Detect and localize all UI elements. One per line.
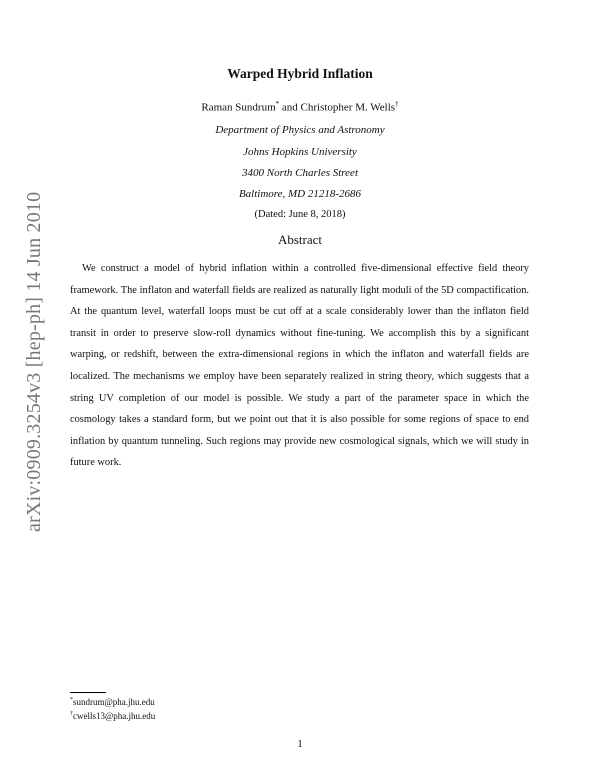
author-joiner: and [279, 101, 301, 114]
footnote-text: cwells13@pha.jhu.edu [73, 711, 156, 721]
arxiv-identifier: arXiv:0909.3254v3 [hep-ph] 14 Jun 2010 [23, 191, 45, 532]
footnote-mark: † [70, 711, 73, 717]
footnote-rule [70, 692, 106, 693]
footnote-text: sundrum@pha.jhu.edu [73, 697, 155, 707]
page-number: 1 [297, 738, 303, 750]
affiliation-university: Johns Hopkins University [243, 146, 357, 158]
author-name: Christopher M. Wells [300, 101, 396, 114]
paper-title: Warped Hybrid Inflation [227, 66, 373, 81]
affiliation-department: Department of Physics and Astronomy [215, 124, 385, 136]
dated-line: (Dated: June 8, 2018) [254, 209, 346, 220]
abstract-heading: Abstract [277, 232, 323, 247]
footnote-email-2 [70, 711, 155, 721]
affiliation-street: 3400 North Charles Street [241, 167, 358, 179]
footnote-email-1 [70, 697, 155, 707]
footnote-mark: * [70, 697, 73, 703]
affiliation-city: Baltimore, MD 21218-2686 [238, 188, 362, 200]
author-line [0, 100, 600, 114]
abstract-body: We construct a model of hybrid inflation within a controlled five-dimensional effective field theory framework. The inflaton and waterfall fields are realized as naturally light moduli of the 5D compactification. At the quantum level, waterfall loops must be cut off at a scale considerably lower than the inflaton field transit in order to preserve slow-roll dynamics without fine-tuning. We accomplish this by a significant warping, or redshift, between the extra-dimensional regions in which the inflaton and waterfall fields are localized. The mechanisms we employ have been separately realized in string theory, which suggests that a string UV completion of our model is possible. We study a part of the parameter space in which the cosmology takes a standard form, but we point out that it is also possible for some regions of space to end inflation by quantum tunneling. Such regions may provide new cosmological signals, which we will study in future work. [70, 263, 529, 469]
author-name: Raman Sundrum [201, 101, 276, 114]
author-footnote-mark: † [395, 100, 399, 108]
author-footnote-mark: * [275, 100, 280, 108]
